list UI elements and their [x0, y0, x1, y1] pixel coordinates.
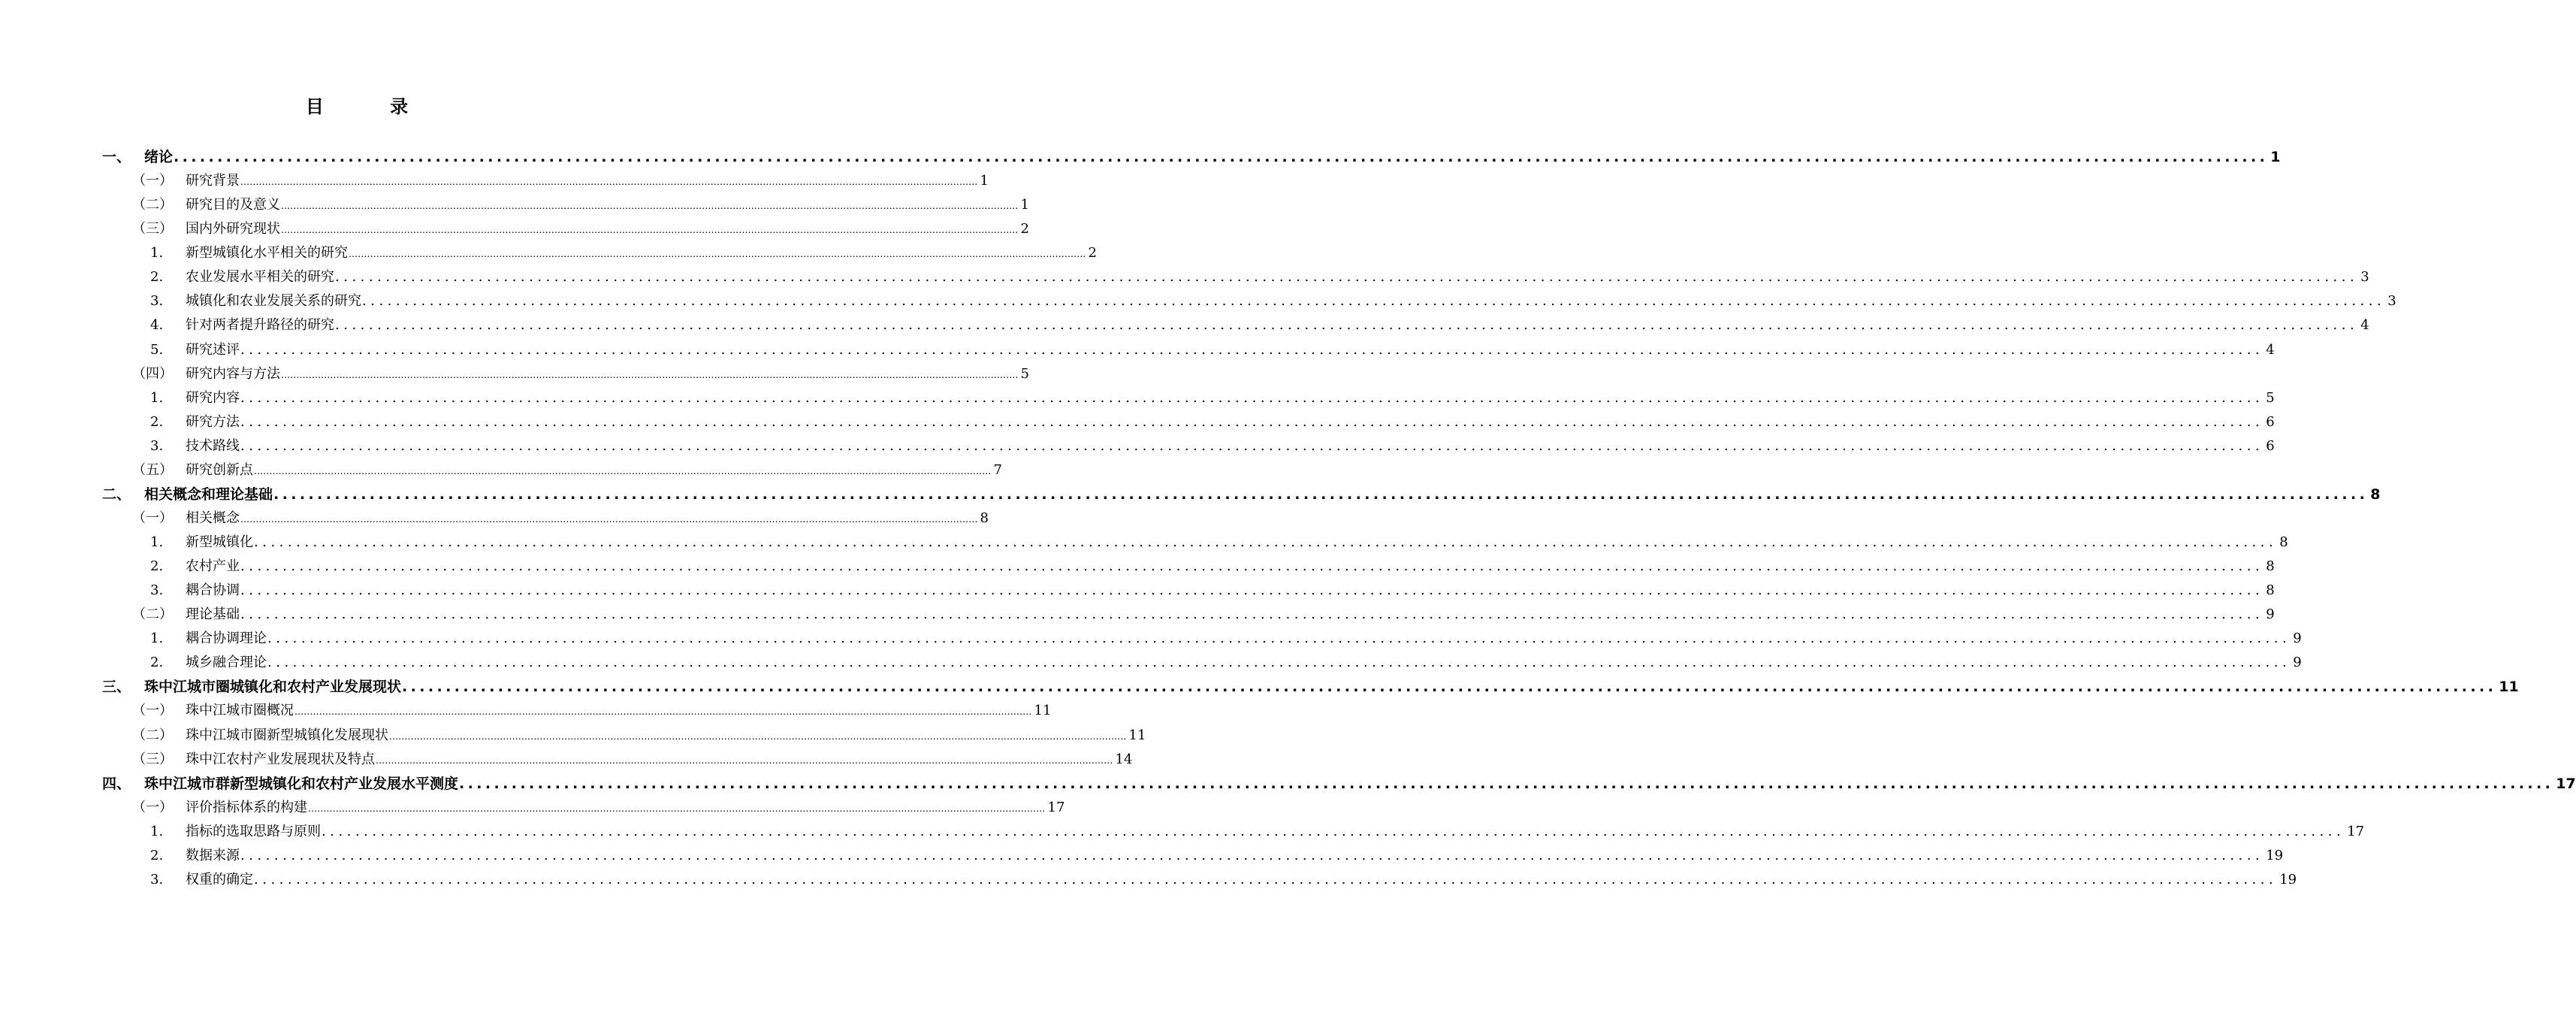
toc-page: 11 [2499, 679, 2519, 696]
toc-page: 17 [1047, 799, 1065, 815]
toc-page: 9 [2266, 606, 2275, 623]
toc-number: （二） [132, 606, 173, 623]
toc-page: 8 [2266, 558, 2275, 575]
toc-entry[interactable] [0, 145, 2281, 169]
toc-page: 5 [1020, 365, 1029, 382]
toc-number: （三） [132, 751, 173, 767]
dot-leader: ................................................................................................................................................................................................................................................ [240, 606, 2264, 623]
toc-number: 2. [150, 655, 164, 671]
toc-entry[interactable] [0, 410, 2275, 434]
toc-number: 3. [150, 293, 164, 310]
toc-number: 二、 [102, 485, 131, 503]
toc-number: 2. [150, 413, 164, 430]
toc-entry[interactable] [0, 193, 1029, 217]
toc-page: 19 [2279, 871, 2297, 888]
dot-leader: ................................................................................................................................................................................................................................................ [349, 247, 1086, 260]
toc-number: 1. [150, 823, 164, 839]
dot-leader: ................................................................................................................................................................................................................................................ [240, 413, 2264, 430]
dot-leader: ................................................................................................................................................................................................................................................ [376, 753, 1113, 766]
toc-entry[interactable] [0, 241, 1097, 265]
toc-page: 6 [2266, 413, 2275, 430]
toc-title-text: 珠中江城市圈新型城镇化发展现状 [186, 727, 388, 743]
toc-entry[interactable] [0, 579, 2275, 603]
toc-page: 8 [980, 510, 989, 526]
toc-page: 6 [2266, 437, 2275, 454]
toc-number: （二） [132, 727, 173, 743]
toc-title-text: 耦合协调理论 [186, 630, 267, 647]
toc-page: 1 [2270, 149, 2281, 165]
toc-page: 9 [2293, 630, 2302, 647]
toc-title-text: 珠中江城市圈城镇化和农村产业发展现状 [144, 679, 402, 696]
toc-entry[interactable] [0, 820, 2365, 844]
toc-number: 2. [150, 558, 164, 575]
toc-page: 1 [1020, 197, 1029, 213]
toc-title: 目 录 [305, 95, 439, 117]
toc-title-text: 珠中江城市圈概况 [186, 703, 294, 719]
toc-number: 2. [150, 847, 164, 863]
toc-title-text: 珠中江农村产业发展现状及特点 [186, 751, 375, 767]
toc-page: 4 [2360, 317, 2369, 334]
toc-title-text: 新型城镇化水平相关的研究 [186, 245, 348, 262]
toc-number: 一、 [102, 149, 131, 165]
toc-number: 三、 [102, 679, 131, 696]
toc-entry[interactable] [0, 458, 1002, 482]
dot-leader: ................................................................................................................................................................................................................................................ [240, 847, 2264, 863]
toc-number: 1. [150, 534, 164, 550]
dot-leader: ................................................................................................................................................................................................................................................ [174, 149, 2269, 165]
toc-entry[interactable] [0, 555, 2275, 579]
toc-title-text: 农业发展水平相关的研究 [186, 269, 334, 286]
toc-number: （二） [132, 197, 173, 213]
dot-leader: ................................................................................................................................................................................................................................................ [267, 630, 2291, 647]
toc-entry[interactable] [0, 844, 2284, 868]
toc-number: 1. [150, 630, 164, 647]
toc-number: 1. [150, 389, 164, 406]
toc-title-text: 权重的确定 [186, 871, 253, 888]
toc-title-text: 研究创新点 [186, 461, 253, 478]
toc-page: 4 [2266, 341, 2275, 358]
toc-title-text: 耦合协调 [186, 582, 240, 599]
dot-leader: ................................................................................................................................................................................................................................................ [281, 199, 1019, 212]
dot-leader: ................................................................................................................................................................................................................................................ [402, 679, 2497, 696]
dot-leader: ................................................................................................................................................................................................................................................ [240, 389, 2264, 406]
dot-leader: ................................................................................................................................................................................................................................................ [308, 801, 1046, 814]
toc-number: 2. [150, 269, 164, 286]
toc-number: （一） [132, 799, 173, 815]
dot-leader: ................................................................................................................................................................................................................................................ [254, 534, 2278, 550]
toc-number: 3. [150, 437, 164, 454]
toc-entry[interactable] [0, 675, 2519, 699]
toc-entry[interactable] [0, 868, 2297, 892]
toc-number: 四、 [102, 775, 131, 792]
toc-entry[interactable] [0, 217, 1029, 241]
table-of-contents [0, 145, 2576, 892]
toc-page: 8 [2266, 582, 2275, 599]
toc-page: 17 [2347, 823, 2365, 839]
toc-number: （三） [132, 221, 173, 237]
toc-title-text: 指标的选取思路与原则 [186, 823, 321, 839]
toc-number: 3. [150, 871, 164, 888]
toc-number: 5. [150, 341, 164, 358]
toc-page: 5 [2266, 389, 2275, 406]
toc-entry[interactable] [0, 265, 2369, 289]
toc-number: （一） [132, 173, 173, 189]
toc-title-text: 研究述评 [186, 341, 240, 358]
toc-page: 19 [2266, 847, 2284, 863]
toc-entry[interactable] [0, 507, 989, 531]
dot-leader: ................................................................................................................................................................................................................................................ [362, 293, 2386, 310]
toc-title-text: 相关概念 [186, 510, 240, 526]
toc-entry[interactable] [0, 386, 2275, 410]
toc-title-text: 珠中江城市群新型城镇化和农村产业发展水平测度 [144, 775, 459, 792]
toc-page: 11 [1034, 703, 1052, 719]
toc-title-text: 城镇化和农业发展关系的研究 [186, 293, 361, 310]
toc-entry[interactable] [0, 699, 1052, 723]
toc-entry[interactable] [0, 748, 1133, 772]
dot-leader: ................................................................................................................................................................................................................................................ [389, 729, 1127, 742]
toc-entry[interactable] [0, 434, 2275, 458]
toc-number: 4. [150, 317, 164, 334]
dot-leader: ................................................................................................................................................................................................................................................ [240, 558, 2264, 575]
toc-title-text: 研究内容与方法 [186, 365, 280, 382]
toc-title-text: 国内外研究现状 [186, 221, 280, 237]
toc-title-text: 研究内容 [186, 389, 240, 406]
toc-page: 11 [1128, 727, 1146, 743]
toc-entry[interactable] [0, 338, 2275, 362]
dot-leader: ................................................................................................................................................................................................................................................ [240, 175, 978, 188]
dot-leader: ................................................................................................................................................................................................................................................ [281, 223, 1019, 236]
toc-entry[interactable] [0, 289, 2396, 313]
dot-leader: ................................................................................................................................................................................................................................................ [459, 775, 2554, 792]
toc-entry[interactable] [0, 724, 1146, 748]
toc-title-text: 研究目的及意义 [186, 197, 280, 213]
toc-page: 14 [1115, 751, 1133, 767]
dot-leader: ................................................................................................................................................................................................................................................ [254, 464, 992, 476]
toc-page: 3 [2387, 293, 2396, 310]
toc-entry[interactable] [0, 362, 1029, 386]
toc-title-text: 城乡融合理论 [186, 655, 267, 671]
toc-entry[interactable] [0, 313, 2369, 337]
dot-leader: ................................................................................................................................................................................................................................................ [322, 823, 2345, 839]
dot-leader: ................................................................................................................................................................................................................................................ [240, 437, 2264, 454]
toc-number: （一） [132, 703, 173, 719]
toc-title-text: 理论基础 [186, 606, 240, 623]
toc-page: 17 [2556, 775, 2576, 792]
toc-title-text: 技术路线 [186, 437, 240, 454]
dot-leader: ................................................................................................................................................................................................................................................ [240, 582, 2264, 599]
toc-title-text: 研究方法 [186, 413, 240, 430]
toc-page: 9 [2293, 655, 2302, 671]
toc-page: 8 [2370, 485, 2381, 503]
toc-title-text: 农村产业 [186, 558, 240, 575]
toc-entry[interactable] [0, 627, 2302, 651]
toc-entry[interactable] [0, 531, 2288, 555]
toc-entry[interactable] [0, 169, 989, 193]
toc-entry[interactable] [0, 651, 2302, 675]
toc-entry[interactable] [0, 603, 2275, 627]
toc-entry[interactable] [0, 482, 2381, 507]
toc-number: （一） [132, 510, 173, 526]
toc-title-text: 相关概念和理论基础 [144, 485, 273, 503]
toc-page: 2 [1020, 221, 1029, 237]
dot-leader: ................................................................................................................................................................................................................................................ [294, 705, 1032, 718]
toc-title-text: 绪论 [144, 149, 174, 165]
toc-entry[interactable] [0, 772, 2576, 796]
toc-number: 3. [150, 582, 164, 599]
toc-page: 1 [980, 173, 989, 189]
toc-title-text: 针对两者提升路径的研究 [186, 317, 334, 334]
dot-leader: ................................................................................................................................................................................................................................................ [267, 655, 2291, 671]
dot-leader: ................................................................................................................................................................................................................................................ [254, 871, 2278, 888]
toc-title-text: 评价指标体系的构建 [186, 799, 307, 815]
dot-leader: ................................................................................................................................................................................................................................................ [335, 269, 2359, 286]
dot-leader: ................................................................................................................................................................................................................................................ [335, 317, 2359, 334]
dot-leader: ................................................................................................................................................................................................................................................ [240, 341, 2264, 358]
toc-page: 2 [1088, 245, 1097, 262]
toc-number: （五） [132, 461, 173, 478]
toc-title-text: 研究背景 [186, 173, 240, 189]
toc-page: 7 [993, 461, 1002, 478]
toc-number: （四） [132, 365, 173, 382]
dot-leader: ................................................................................................................................................................................................................................................ [281, 367, 1019, 380]
dot-leader: ................................................................................................................................................................................................................................................ [240, 512, 978, 525]
toc-entry[interactable] [0, 796, 1065, 820]
dot-leader: ................................................................................................................................................................................................................................................ [273, 485, 2369, 503]
toc-page: 8 [2279, 534, 2288, 550]
toc-page: 3 [2360, 269, 2369, 286]
toc-title-text: 数据来源 [186, 847, 240, 863]
toc-title-text: 新型城镇化 [186, 534, 253, 550]
toc-number: 1. [150, 245, 164, 262]
